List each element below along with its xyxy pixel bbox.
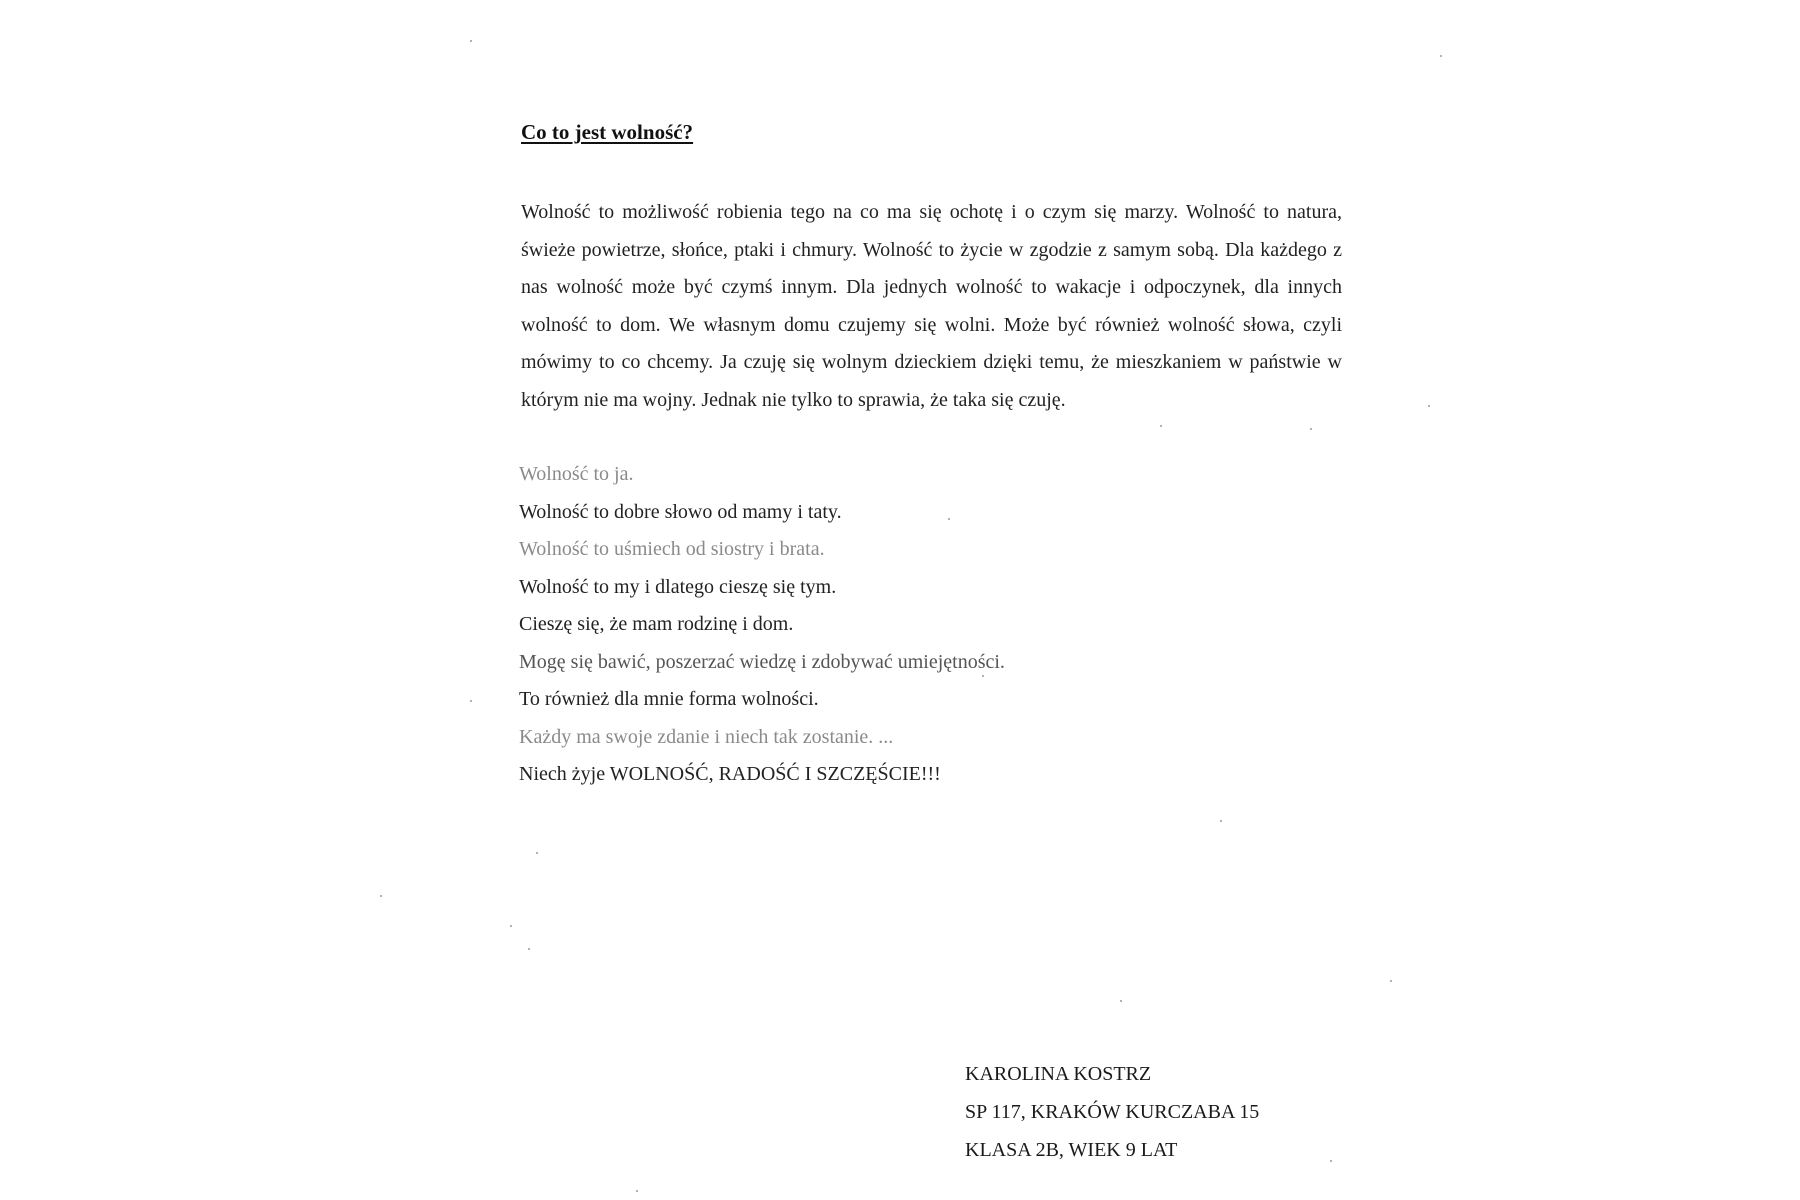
essay-verse-lines [519,456,1219,794]
scan-speck [510,925,512,927]
scan-speck [1390,980,1392,982]
author-class-age: KLASA 2B, WIEK 9 LAT [965,1139,1178,1161]
verse-line: Wolność to uśmiech od siostry i brata. [519,538,825,560]
scan-speck [982,675,984,677]
verse-line: Mogę się bawić, poszerzać wiedzę i zdobywać umiejętności. [519,650,1005,673]
verse-line: Cieszę się, że mam rodzinę i dom. [519,613,794,635]
scan-speck [1330,1160,1332,1162]
verse-line: Wolność to ja. [519,463,634,485]
verse-line: Wolność to dobre słowo od mamy i taty. [519,500,842,523]
verse-line: Niech żyje WOLNOŚĆ, RADOŚĆ I SZCZĘŚCIE!!! [519,763,941,785]
scan-speck [470,700,472,702]
scan-speck [1310,428,1312,430]
scan-speck [1440,55,1442,57]
author-signature-block [965,1055,1259,1169]
scan-speck [536,852,538,854]
scan-speck [636,1190,638,1192]
scan-speck [528,948,530,950]
essay-paragraph: Wolność to możliwość robienia tego na co ma się ochotę i o czym się marzy. Wolność to natura, świeże powietrze, słońce, ptaki i chmury. Wolność to życie w zgodzie z samym sobą. Dla każdego z nas wolność może być czymś innym. Dla jednych wolność to wakacje i odpoczynek, dla innych wolność to dom. We własnym domu czujemy się wolni. Może być również wolność słowa, czyli mówimy to co chcemy. Ja czuję się wolnym dzieckiem dzięki temu, że mieszkaniem w państwie w którym nie ma wojny. Jednak nie tylko to sprawia, że taka się czuję. [521,201,1342,411]
verse-line: Wolność to my i dlatego cieszę się tym. [519,575,837,598]
scan-speck [1220,820,1222,822]
scan-speck [470,40,472,42]
author-name: KAROLINA KOSTRZ [965,1063,1152,1085]
verse-line: Każdy ma swoje zdanie i niech tak zostanie. ... [519,725,894,748]
author-school: SP 117, KRAKÓW KURCZABA 15 [965,1101,1260,1123]
scan-speck [380,895,382,897]
essay-title: Co to jest wolność? [521,120,694,144]
scan-speck [948,518,950,520]
scan-speck [1120,1000,1122,1002]
scan-speck [1160,425,1162,427]
verse-line: To również dla mnie forma wolności. [519,688,819,710]
scan-speck [1428,405,1430,407]
